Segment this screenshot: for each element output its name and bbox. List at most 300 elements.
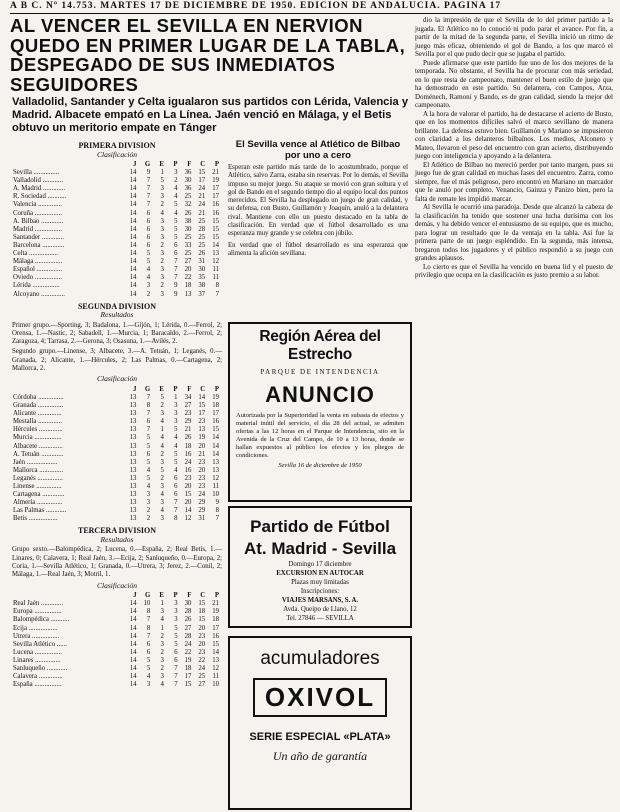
stat-cell: 13 (129, 393, 137, 401)
stat-cell: 13 (129, 450, 137, 458)
stat-cell: 17 (198, 177, 206, 185)
stat-cell: 9 (146, 169, 151, 177)
stat-cell: 14 (129, 250, 137, 258)
stat-cell: 2 (160, 450, 164, 458)
team-name: Europa ................ (13, 608, 62, 616)
stat-cell: 14 (129, 169, 137, 177)
stat-cell: 7 (174, 499, 178, 507)
stat-cell: 18 (212, 402, 219, 410)
right-article-paragraph: Puede afirmarse que este partido fue uno de los dos mejores de la temporada. No obstante, el Sevilla ha de procurar con más seriedad, en lo que resta de campeonato, mantener el buen estilo de juego que ha demostrado en este partido. Su delantera, con Campos, Arza, Doménech, Ramoní y Bando, es de gran calidad, siendo la mejor del campeonato. (415, 58, 613, 109)
stat-cell: 21 (198, 209, 206, 217)
stat-cell: 3 (160, 185, 164, 193)
stat-cell: 6 (146, 209, 151, 217)
stat-cell: 13 (129, 410, 137, 418)
stat-cell: 4 (160, 434, 164, 442)
stat-cell: 3 (160, 274, 164, 282)
stat-cell: 4 (174, 442, 178, 450)
stat-cell: 20 (198, 466, 206, 474)
table-row (12, 657, 220, 665)
stat-cell: 4 (146, 266, 151, 274)
stat-cell: 14 (129, 648, 137, 656)
table-row (12, 507, 220, 515)
ad-partido-line5: Plazas muy limitadas (291, 579, 349, 586)
stat-cell: 12 (184, 515, 192, 523)
stat-cell: 9 (215, 499, 219, 507)
table-header-cell: E (159, 385, 164, 393)
stat-cell: 29 (198, 499, 206, 507)
stat-cell: 5 (174, 624, 178, 632)
stat-cell: 3 (174, 410, 178, 418)
stat-cell: 14 (129, 258, 137, 266)
standings-column (12, 140, 222, 689)
table-header-cell: E (159, 161, 164, 168)
stat-cell: 13 (129, 434, 137, 442)
stat-cell: 2 (160, 258, 164, 266)
stat-cell: 2 (160, 648, 164, 656)
table-row (12, 234, 220, 242)
stat-cell: 5 (174, 201, 178, 209)
stat-cell: 4 (160, 442, 164, 450)
stat-cell: 23 (184, 410, 192, 418)
stat-cell: 17 (212, 624, 219, 632)
stat-cell: 13 (212, 466, 219, 474)
ad-partido-futbol (228, 506, 412, 628)
stat-cell: 20 (198, 442, 206, 450)
stat-cell: 26 (184, 434, 192, 442)
ad-partido-line6: Inscripciones: (300, 588, 340, 595)
stat-cell: 20 (184, 266, 192, 274)
stat-cell: 15 (212, 426, 219, 434)
stat-cell: 14 (129, 600, 137, 608)
team-name: Balompédica ........... (13, 616, 70, 624)
stat-cell: 13 (129, 491, 137, 499)
stat-cell: 3 (160, 515, 164, 523)
stat-cell: 4 (174, 185, 178, 193)
table-row (12, 434, 220, 442)
stat-cell: 4 (174, 434, 178, 442)
team-name: Córdoba ............... (13, 393, 64, 401)
stat-cell: 3 (160, 656, 164, 664)
stat-cell: 19 (212, 177, 219, 185)
stat-cell: 29 (198, 507, 206, 515)
team-name: Celta ................. (13, 250, 58, 258)
stat-cell: 6 (146, 225, 151, 233)
stat-cell: 5 (146, 250, 151, 258)
primera-table (12, 161, 220, 299)
stat-cell: 18 (184, 665, 192, 672)
stat-cell: 19 (184, 656, 192, 664)
stat-cell: 5 (160, 466, 164, 474)
stat-cell: 2 (160, 474, 164, 482)
table-row (12, 177, 220, 185)
table-row (12, 210, 220, 218)
stat-cell: 24 (184, 458, 192, 466)
stat-cell: 7 (174, 258, 178, 266)
stat-cell: 26 (184, 616, 192, 624)
stat-cell: 2 (160, 241, 164, 249)
stat-cell: 27 (184, 624, 192, 632)
team-name: España ................ (13, 681, 62, 689)
stat-cell: 13 (129, 499, 137, 507)
stat-cell: 38 (184, 217, 192, 225)
table-row (12, 641, 220, 649)
stat-cell: 2 (146, 290, 151, 298)
main-headline: AL VENCER EL SEVILLA EN NERVION QUEDO EN PRIMER LUGAR DE LA TABLA, DESPEGADO DE SUS INMEDIATOS SEGUIDORES (10, 15, 406, 95)
stat-cell: 15 (184, 491, 192, 499)
ad-oxivol-garantia: Un año de garantía (272, 749, 368, 763)
stat-cell: 7 (174, 681, 178, 689)
stat-cell: 14 (212, 442, 219, 450)
team-name: Almería ............... (13, 499, 63, 507)
stat-cell: 14 (129, 225, 137, 233)
stat-cell: 3 (160, 233, 164, 241)
stat-cell: 36 (184, 169, 192, 177)
stat-cell: 5 (174, 458, 178, 466)
stat-cell: 30 (184, 600, 192, 608)
ad-partido-line9: Tel. 27846 — SEVILLA (286, 615, 354, 622)
stat-cell: 1 (160, 624, 164, 632)
table-row (12, 491, 220, 499)
team-name: Calavera .............. (13, 673, 63, 681)
tercera-results: Grupo sexto.—Balompédica, 2; Lucena, 0.—España, 2; Real Betis, 1.—Linares, 0; Calavera, 1; Real Jaén, 3.—Ecija, 2; Sanluqueño, 0.—Europa, 2; Coria, 1.—Sevilla Atlético, 1; Granada, 0.—Utrera, 3; Jerez, 2.—Conil, 2; Málaga, 1.—Real Jaén, 3; Motril, 1. (12, 546, 222, 579)
stat-cell: 18 (198, 608, 206, 616)
team-name: Málaga ................ (13, 258, 63, 266)
table-row (12, 665, 220, 673)
stat-cell: 14 (129, 665, 137, 672)
table-row (12, 515, 220, 523)
ad-oxivol-acc: acumuladores (260, 648, 380, 669)
stat-cell: 13 (129, 426, 137, 434)
team-name: Leganés ............... (13, 474, 63, 482)
stat-cell: 8 (215, 282, 219, 290)
stat-cell: 4 (146, 274, 151, 282)
stat-cell: 5 (174, 640, 178, 648)
stat-cell: 5 (160, 393, 164, 401)
stat-cell: 3 (160, 608, 164, 616)
stat-cell: 14 (129, 217, 137, 225)
stat-cell: 22 (184, 274, 192, 282)
stat-cell: 3 (146, 681, 151, 689)
team-name: Ecija ................. (13, 624, 58, 632)
table-header-cell: P (173, 161, 178, 168)
team-name: Español ............... (13, 266, 63, 274)
table-row (12, 673, 220, 681)
stat-cell: 3 (160, 193, 164, 201)
team-name: Madrid ................ (13, 225, 62, 233)
stat-cell: 25 (198, 673, 206, 681)
stat-cell: 14 (212, 648, 219, 656)
stat-cell: 16 (212, 201, 219, 209)
stat-cell: 6 (174, 648, 178, 656)
team-name: Linares ............... (13, 656, 61, 664)
stat-cell: 3 (160, 483, 164, 490)
stat-cell: 7 (174, 673, 178, 681)
stat-cell: 13 (129, 466, 137, 474)
stat-cell: 4 (160, 616, 164, 624)
tercera-class-title: Clasificación (97, 580, 137, 590)
table-row (12, 483, 220, 491)
stat-cell: 25 (184, 193, 192, 201)
team-name: Utrera ................ (13, 632, 60, 640)
stat-cell: 6 (146, 241, 151, 249)
stat-cell: 6 (174, 491, 178, 499)
stat-cell: 14 (129, 177, 137, 185)
stat-cell: 6 (174, 250, 178, 258)
stat-cell: 15 (198, 616, 206, 624)
stat-cell: 13 (129, 402, 137, 410)
table-row (12, 681, 220, 689)
segunda-results-2: Segundo grupo.—Linense, 3; Albacete, 3.—A. Tetuán, 1; Leganés, 0.—Granada, 2; Alicante, 1.—Hércules, 2; Las Palmas, 0.—Cartagena, 2; Mallorca, 2. (12, 348, 222, 373)
stat-cell: 2 (160, 665, 164, 672)
stat-cell: 17 (212, 193, 219, 201)
table-row (12, 625, 220, 633)
stat-cell: 28 (184, 632, 192, 640)
stat-cell: 7 (146, 616, 151, 624)
table-header-cell: C (200, 592, 206, 600)
stat-cell: 6 (174, 483, 178, 490)
stat-cell: 16 (212, 418, 219, 426)
ad-partido-line1: Partido de Fútbol (250, 517, 390, 536)
team-name: Linense ............... (13, 483, 62, 490)
ad-partido-line4: EXCURSION EN AUTOCAR (276, 570, 364, 577)
primera-title: PRIMERA DIVISION (78, 141, 156, 150)
stat-cell: 3 (160, 673, 164, 681)
stat-cell: 25 (184, 250, 192, 258)
table-row (12, 600, 220, 608)
ad-region-aerea (228, 322, 412, 502)
stat-cell: 2 (160, 201, 164, 209)
table-row (12, 201, 220, 209)
stat-cell: 3 (174, 600, 178, 608)
stat-cell: 32 (184, 201, 192, 209)
stat-cell: 19 (198, 434, 206, 442)
stat-cell: 16 (184, 466, 192, 474)
table-header-cell: P (214, 592, 219, 600)
stat-cell: 21 (212, 169, 219, 177)
stat-cell: 3 (174, 616, 178, 624)
stat-cell: 6 (146, 640, 151, 648)
ad-region-heading: ANUNCIO (265, 382, 375, 407)
stat-cell: 11 (212, 673, 219, 681)
stat-cell: 13 (212, 250, 219, 258)
table-header-cell: G (144, 161, 151, 168)
team-name: A. Tetuán ............. (13, 450, 64, 458)
stat-cell: 3 (160, 499, 164, 507)
stat-cell: 23 (198, 632, 206, 640)
segunda-table (12, 386, 220, 524)
stat-cell: 13 (129, 483, 137, 490)
ad-region-subtitle: PARQUE DE INTENDENCIA (260, 368, 380, 376)
stat-cell: 35 (198, 274, 206, 282)
stat-cell: 14 (212, 450, 219, 458)
stat-cell: 12 (212, 474, 219, 482)
stat-cell: 7 (146, 177, 151, 185)
stat-cell: 5 (160, 177, 164, 185)
stat-cell: 14 (129, 681, 137, 689)
stat-cell: 13 (184, 290, 192, 298)
table-header-cell: J (133, 385, 137, 393)
stat-cell: 4 (174, 209, 178, 217)
ad-partido-line2: At. Madrid - Sevilla (243, 539, 397, 558)
right-article-paragraph: Lo cierto es que el Sevilla ha vencido en buena lid y el puesto de privilegio que ocupa en la clasificación es justo premio a su labor. (415, 262, 613, 279)
table-row (12, 418, 220, 426)
stat-cell: 8 (146, 402, 151, 410)
stat-cell: 18 (184, 282, 192, 290)
table-header-cell: P (173, 385, 178, 393)
stat-cell: 19 (212, 608, 219, 616)
stat-cell: 12 (212, 258, 219, 266)
stat-cell: 37 (198, 290, 206, 298)
stat-cell: 3 (174, 169, 178, 177)
team-name: Valladolid ............ (13, 177, 64, 185)
stat-cell: 6 (146, 450, 151, 458)
team-name: Oviedo ................ (13, 274, 62, 282)
stat-cell: 3 (146, 491, 151, 499)
team-name: Betis ................. (13, 515, 58, 523)
table-header-cell: P (173, 592, 178, 600)
stat-cell: 7 (174, 507, 178, 515)
stat-cell: 20 (198, 624, 206, 632)
center-article-closing: En verdad que el fútbol desarrollado es una esperanza que alimenta la afición sevillana. (228, 241, 408, 257)
stat-cell: 3 (146, 499, 151, 507)
stat-cell: 6 (146, 648, 151, 656)
table-header-cell: F (187, 592, 192, 600)
stat-cell: 1 (160, 169, 164, 177)
team-name: Lucena ................ (13, 648, 62, 656)
stat-cell: 14 (184, 507, 192, 515)
team-name: Albacete .............. (13, 442, 63, 450)
stat-cell: 27 (198, 681, 206, 689)
stat-cell: 30 (198, 266, 206, 274)
stat-cell: 15 (184, 681, 192, 689)
stat-cell: 5 (146, 434, 151, 442)
stat-cell: 2 (160, 282, 164, 290)
ad-region-title: Región Aérea del Estrecho (259, 328, 381, 363)
team-name: Sevilla ............... (13, 169, 60, 177)
stat-cell: 7 (146, 426, 151, 434)
center-article-title: El Sevilla vence al Atlético de Bilbao por uno a cero (235, 139, 401, 161)
stat-cell: 4 (160, 418, 164, 426)
table-row (12, 266, 220, 274)
table-header-cell: J (133, 592, 137, 600)
table-row (12, 218, 220, 226)
team-name: Sanluqueño ............ (13, 665, 68, 672)
stat-cell: 14 (129, 233, 137, 241)
stat-cell: 14 (129, 185, 137, 193)
stat-cell: 13 (129, 474, 137, 482)
stat-cell: 23 (198, 648, 206, 656)
table-row (12, 410, 220, 418)
stat-cell: 21 (198, 450, 206, 458)
stat-cell: 38 (198, 282, 206, 290)
stat-cell: 9 (174, 282, 178, 290)
stat-cell: 5 (146, 474, 151, 482)
team-name: Cartagena ............. (13, 491, 65, 499)
stat-cell: 21 (184, 426, 192, 434)
right-article-paragraph: El Atlético de Bilbao no mereció perder por tanto margen, pues su juego fue de gran calidad en muchas fases del encuentro. Zarra, como siempre, fue el más peligroso, pero encontró en Mariano un marcador que le anuló por completo. Venancio, Gainza y Panizo bien, pero la falta de remate les impidió marcar. (415, 160, 613, 203)
stat-cell: 15 (212, 225, 219, 233)
stat-cell: 24 (198, 201, 206, 209)
stat-cell: 17 (184, 673, 192, 681)
stat-cell: 24 (198, 185, 206, 193)
stat-cell: 15 (212, 217, 219, 225)
stat-cell: 1 (174, 393, 178, 401)
table-header-cell: P (214, 161, 219, 168)
stat-cell: 25 (198, 233, 206, 241)
team-name: Mallorca .............. (13, 466, 64, 474)
team-name: Santander ............. (13, 233, 64, 241)
table-row (12, 250, 220, 258)
stat-cell: 7 (146, 193, 151, 201)
table-row (12, 459, 220, 467)
stat-cell: 5 (174, 225, 178, 233)
stat-cell: 10 (143, 600, 151, 608)
table-header-blank (12, 161, 124, 169)
stat-cell: 8 (146, 624, 151, 632)
center-article-body: Esperan este partido más tarde de lo acostumbrado, porque el Atlético, salvo Zarra, estaba sin reservas. Por lo demás, el Sevilla impuso su mejor juego. Su ataque se movió con gran soltura y el gol de Bando en el segundo tiempo dio al equipo local dos puntos merecidos. El Sevilla ha desplegado un juego de gran calidad, y su defensa, con Busto, Guillamón y Joaquín, anuló a la delantera rival. Mantiene con ello un puesto destacado en la tabla de clasificación. En verdad que el fútbol desarrollado es una esperanza muy grande y se celebra con júbilo. (228, 164, 408, 238)
table-header-cell: C (200, 161, 206, 168)
right-article-paragraph: A la hora de valorar el partido, ha de destacarse el acierto de Busto, que en los momentos difíciles salvó el marco sevillano de manera brillante. La defensa estuvo bien. Guillamón y Mariano se impusieron con claridad a los delanteros bilbaínos. Los medios, Alconero y Mateo, llevaron el peso del encuentro con gran acierto, distribuyendo juego con inteligencia y apoyando a la delantera. (415, 109, 613, 160)
stat-cell: 2 (146, 507, 151, 515)
stat-cell: 10 (212, 491, 219, 499)
team-name: Sevilla Atlético ...... (13, 640, 67, 648)
stat-cell: 4 (160, 209, 164, 217)
table-row (12, 451, 220, 459)
table-row (12, 443, 220, 451)
tercera-table (12, 592, 220, 689)
table-row (12, 185, 220, 193)
stat-cell: 11 (212, 266, 219, 274)
stat-cell: 7 (174, 266, 178, 274)
stat-cell: 14 (129, 608, 137, 616)
stat-cell: 23 (198, 418, 206, 426)
stat-cell: 9 (174, 290, 178, 298)
ad-partido-line3: Domingo 17 diciembre (288, 561, 352, 568)
table-header-blank (12, 592, 124, 600)
stat-cell: 2 (160, 632, 164, 640)
stat-cell: 6 (174, 474, 178, 482)
stat-cell: 13 (212, 458, 219, 466)
table-header-cell: G (144, 592, 151, 600)
stat-cell: 6 (146, 233, 151, 241)
stat-cell: 3 (160, 458, 164, 466)
team-name: Murcia ................ (13, 434, 62, 442)
sub-headline: Valladolid, Santander y Celta igualaron sus partidos con Lérida, Valencia y Madrid. Albacete empató en La Línea. Jaén venció en Málaga, y el Betis obtuvo un meritorio empate en Tánger (12, 96, 409, 134)
table-row (12, 608, 220, 616)
stat-cell: 3 (146, 282, 151, 290)
stat-cell: 30 (184, 177, 192, 185)
stat-cell: 26 (184, 209, 192, 217)
stat-cell: 27 (184, 258, 192, 266)
team-name: Barcelona ............. (13, 241, 65, 249)
team-name: A. Bilbao ............. (13, 217, 64, 225)
stat-cell: 18 (212, 616, 219, 624)
stat-cell: 25 (198, 241, 206, 249)
stat-cell: 4 (146, 673, 151, 681)
stat-cell: 7 (174, 274, 178, 282)
stat-cell: 36 (184, 185, 192, 193)
stat-cell: 14 (129, 632, 137, 640)
team-name: Las Palmas ............ (13, 507, 67, 515)
stat-cell: 18 (184, 442, 192, 450)
stat-cell: 26 (198, 250, 206, 258)
stat-cell: 31 (198, 515, 206, 523)
table-row (12, 475, 220, 483)
stat-cell: 13 (129, 515, 137, 523)
tercera-subtitle: Resultados (100, 534, 134, 544)
stat-cell: 4 (146, 466, 151, 474)
stat-cell: 14 (129, 209, 137, 217)
